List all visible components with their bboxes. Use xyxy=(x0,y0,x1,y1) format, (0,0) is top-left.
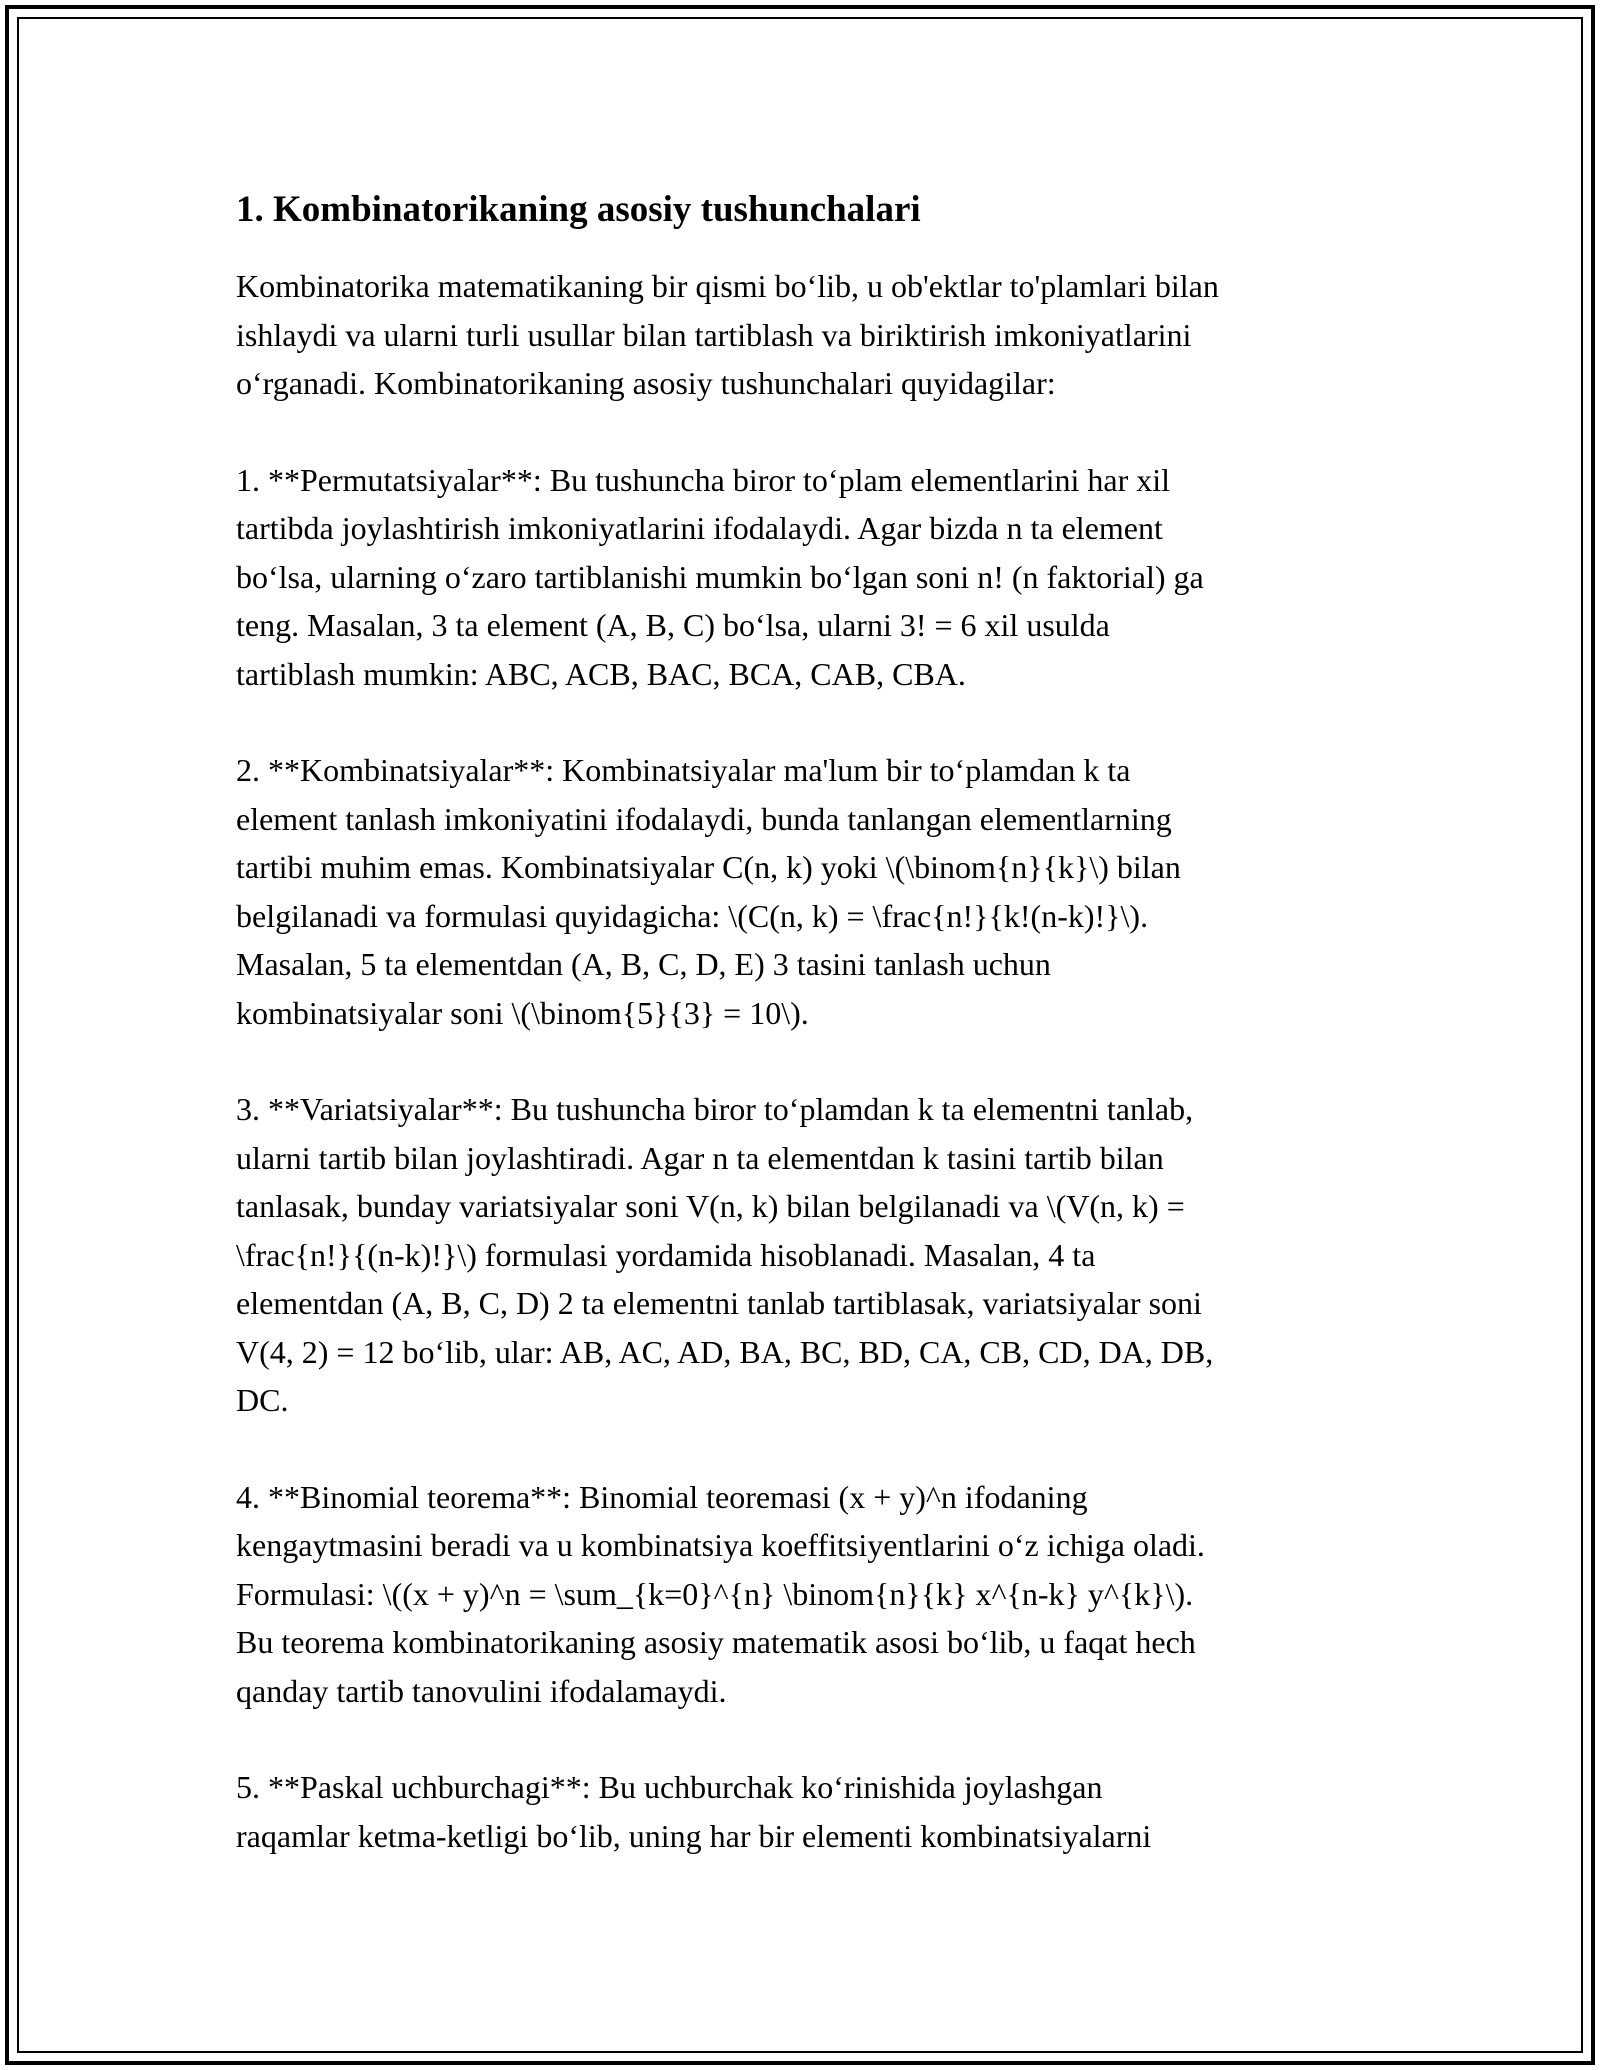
pascal-triangle-paragraph: 5. **Paskal uchburchagi**: Bu uchburchak ko‘rinishida joylashgan raqamlar ketma-ketligi bo‘lib, uning har bir elementi kombinatsiyalarni xyxy=(236,1769,1152,1854)
combinations-paragraph: 2. **Kombinatsiyalar**: Kombinatsiyalar ma'lum bir to‘plamdan k ta element tanlash imkoniyatini ifodalaydi, bunda tanlangan elementlarning tartibi muhim emas. Kombinatsiyalar C(n, k) yoki \(\binom{n}{k}\) bilan belgilanadi va formulasi quyidagicha: \(C(n, k) = \frac{n!}{k!(n-k)!}\). Masalan, 5 ta elementdan (A, B, C, D, E) 3 tasini tanlash uchun kombinatsiyalar soni \(\binom{5}{3} = 10\). xyxy=(236,752,1181,1031)
binomial-theorem-paragraph: 4. **Binomial teorema**: Binomial teoremasi (x + y)^n ifodaning kengaytmasini beradi va u kombinatsiya koeffitsiyentlarini o‘z ichiga oladi. Formulasi: \((x + y)^n = \sum_{k=0}^{n} \binom{n}{k} x^{n-k} y^{k}\). Bu teorema kombinatorikaning asosiy matematik asosi bo‘lib, u faqat hech qanday tartib tanovulini ifodalamaydi. xyxy=(236,1478,1205,1709)
document-title: 1. Kombinatorikaning asosiy tushunchalari xyxy=(236,189,921,230)
document-body xyxy=(236,186,1366,1860)
permutations-paragraph: 1. **Permutatsiyalar**: Bu tushuncha biror to‘plam elementlarini har xil tartibda joylashtirish imkoniyatlarini ifodalaydi. Agar bizda n ta element bo‘lsa, ularning o‘zaro tartiblanishi mumkin bo‘lgan soni n! (n faktorial) ga teng. Masalan, 3 ta element (A, B, C) bo‘lsa, ularni 3! = 6 xil usulda tartiblash mumkin: ABC, ACB, BAC, BCA, CAB, CBA. xyxy=(236,461,1204,692)
intro-paragraph: Kombinatorika matematikaning bir qismi bo‘lib, u ob'ektlar to'plamlari bilan ishlaydi va ularni turli usullar bilan tartiblash va biriktirish imkoniyatlarini o‘rganadi. Kombinatorikaning asosiy tushunchalari quyidagilar: xyxy=(236,268,1219,401)
variations-paragraph: 3. **Variatsiyalar**: Bu tushuncha biror to‘plamdan k ta elementni tanlab, ularni tartib bilan joylashtiradi. Agar n ta elementdan k tasini tartib bilan tanlasak, bunday variatsiyalar soni V(n, k) bilan belgilanadi va \(V(n, k) = \frac{n!}{(n-k)!}\) formulasi yordamida hisoblanadi. Masalan, 4 ta elementdan (A, B, C, D) 2 ta elementni tanlab tartiblasak, variatsiyalar soni V(4, 2) = 12 bo‘lib, ular: AB, AC, AD, BA, BC, BD, CA, CB, CD, DA, DB, DC. xyxy=(236,1091,1214,1418)
